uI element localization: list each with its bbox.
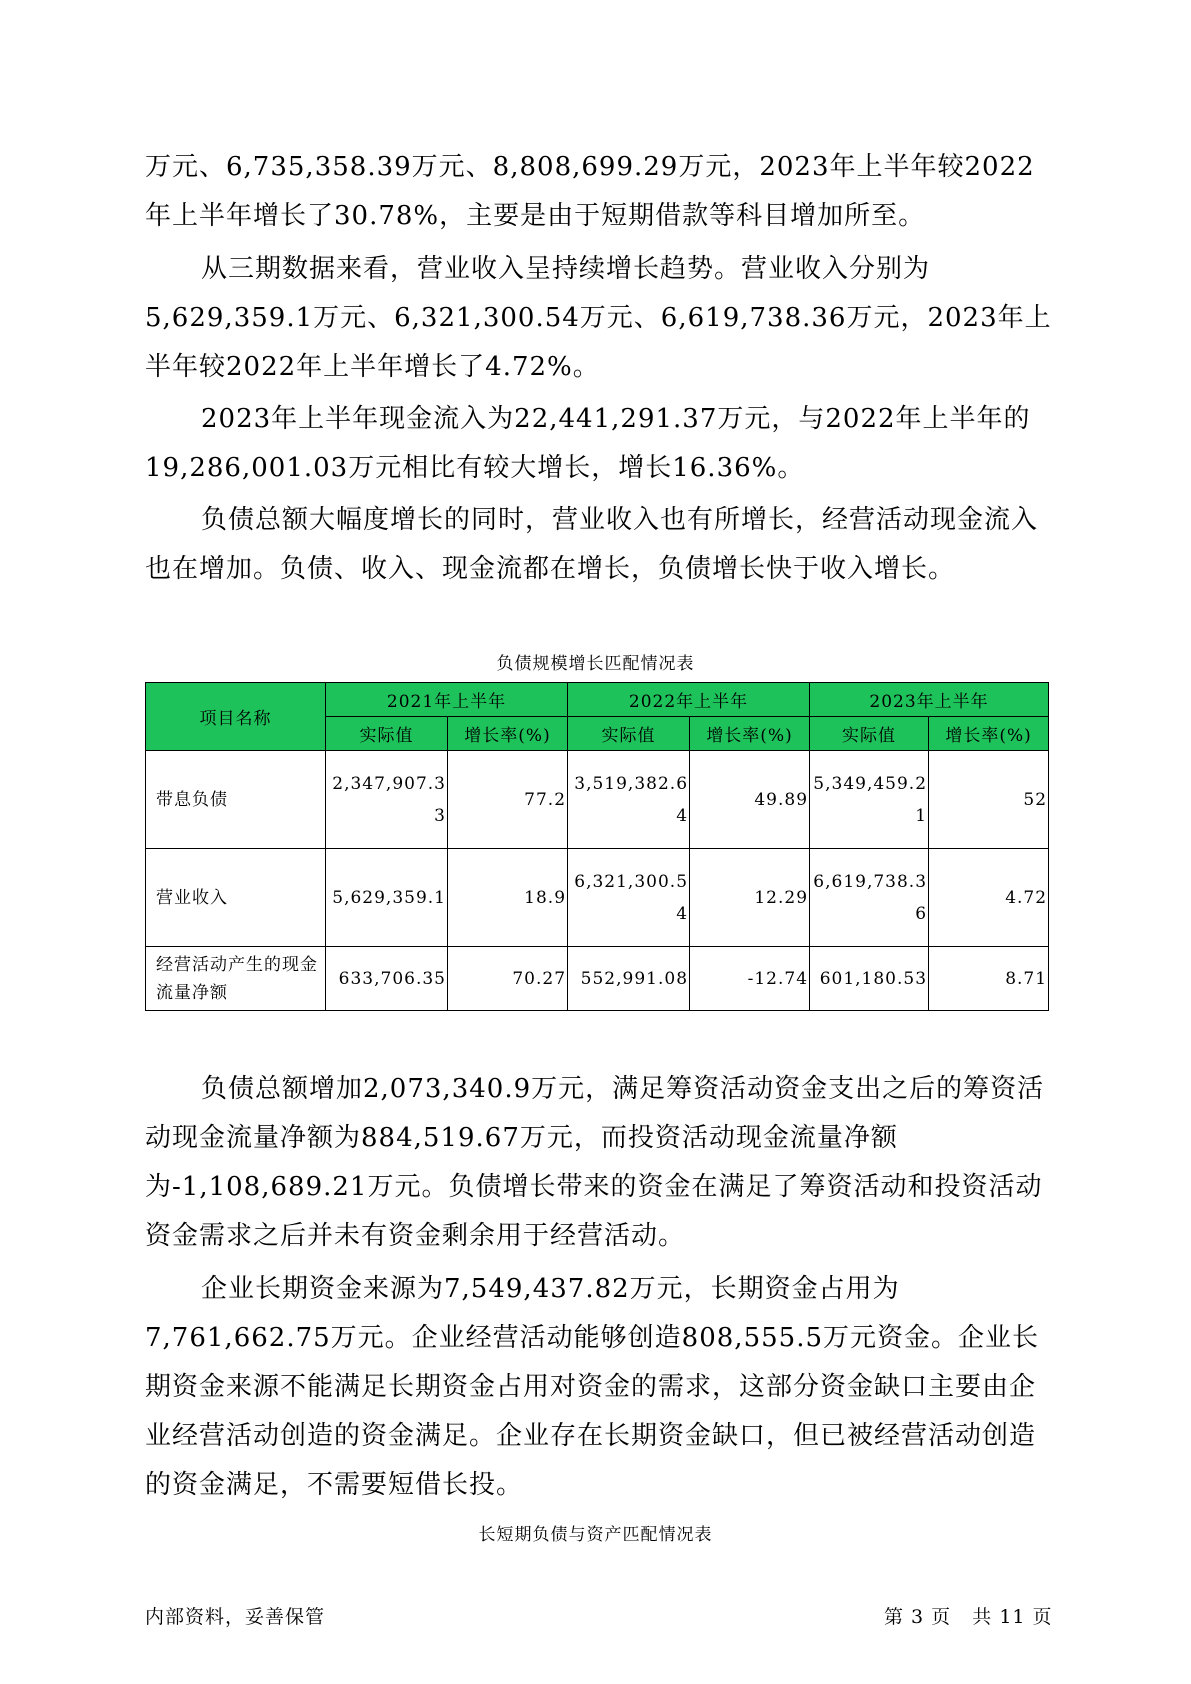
- footer-page-number: 第 3 页 共 11 页: [884, 1606, 1053, 1628]
- cell-growth-2023: 8.71: [929, 947, 1049, 1011]
- row-label: 经营活动产生的现金流量净额: [146, 947, 326, 1011]
- header-actual-2023: 实际值: [810, 717, 929, 751]
- cell-actual-2021: 5,629,359.1: [326, 849, 448, 947]
- header-actual-2022: 实际值: [568, 717, 690, 751]
- cell-actual-2022: 552,991.08: [568, 947, 690, 1011]
- cell-actual-2023: 601,180.53: [810, 947, 929, 1011]
- header-period-2022: 2022年上半年: [568, 683, 810, 717]
- debt-growth-table: [145, 682, 1049, 1011]
- cell-growth-2021: 77.2: [448, 751, 568, 849]
- cell-growth-2022: 49.89: [690, 751, 810, 849]
- header-actual-2021: 实际值: [326, 717, 448, 751]
- cell-growth-2022: -12.74: [690, 947, 810, 1011]
- table-row: [146, 751, 1049, 849]
- header-item-name: 项目名称: [146, 683, 326, 751]
- cell-growth-2021: 70.27: [448, 947, 568, 1011]
- header-growth-2021: 增长率(%): [448, 717, 568, 751]
- header-growth-2022: 增长率(%): [690, 717, 810, 751]
- cell-actual-2021: 633,706.35: [326, 947, 448, 1011]
- table-row: [146, 947, 1049, 1011]
- row-label: 带息负债: [146, 751, 326, 849]
- table-row: [146, 849, 1049, 947]
- cell-growth-2021: 18.9: [448, 849, 568, 947]
- paragraph-5: 负债总额增加2,073,340.9万元，满足筹资活动资金支出之后的筹资活动现金流量净额为884,519.67万元，而投资活动现金流量净额为-1,108,689.21万元。负债增长带来的资金在满足了筹资活动和投资活动资金需求之后并未有资金剩余用于经营活动。: [145, 1074, 1045, 1251]
- cell-actual-2022: 6,321,300.54: [568, 849, 690, 947]
- paragraph-4: 负债总额大幅度增长的同时，营业收入也有所增长，经营活动现金流入也在增加。负债、收入、现金流都在增长，负债增长快于收入增长。: [145, 505, 1039, 584]
- cell-actual-2023: 6,619,738.36: [810, 849, 929, 947]
- paragraph-3: 2023年上半年现金流入为22,441,291.37万元，与2022年上半年的19,286,001.03万元相比有较大增长，增长16.36%。: [145, 404, 1031, 483]
- cell-actual-2022: 3,519,382.64: [568, 751, 690, 849]
- paragraph-2: 从三期数据来看，营业收入呈持续增长趋势。营业收入分别为5,629,359.1万元、6,321,300.54万元、6,619,738.36万元，2023年上半年较2022年上半年增长了4.72%。: [145, 254, 1052, 382]
- paragraph-1: 万元、6,735,358.39万元、8,808,699.29万元，2023年上半年较2022年上半年增长了30.78%，主要是由于短期借款等科目增加所至。: [145, 152, 1035, 231]
- row-label: 营业收入: [146, 849, 326, 947]
- table-1-caption: 负债规模增长匹配情况表: [496, 654, 695, 674]
- header-period-2021: 2021年上半年: [326, 683, 568, 717]
- header-growth-2023: 增长率(%): [929, 717, 1049, 751]
- footer-confidential-note: 内部资料，妥善保管: [145, 1606, 326, 1628]
- cell-growth-2022: 12.29: [690, 849, 810, 947]
- cell-growth-2023: 4.72: [929, 849, 1049, 947]
- cell-growth-2023: 52: [929, 751, 1049, 849]
- paragraph-6: 企业长期资金来源为7,549,437.82万元，长期资金占用为7,761,662.75万元。企业经营活动能够创造808,555.5万元资金。企业长期资金来源不能满足长期资金占用对资金的需求，这部分资金缺口主要由企业经营活动创造的资金满足。企业存在长期资金缺口，但已被经营活动创造的资金满足，不需要短借长投。: [145, 1274, 1039, 1500]
- cell-actual-2021: 2,347,907.33: [326, 751, 448, 849]
- cell-actual-2023: 5,349,459.21: [810, 751, 929, 849]
- table-2-caption: 长短期负债与资产匹配情况表: [478, 1525, 713, 1545]
- header-period-2023: 2023年上半年: [810, 683, 1049, 717]
